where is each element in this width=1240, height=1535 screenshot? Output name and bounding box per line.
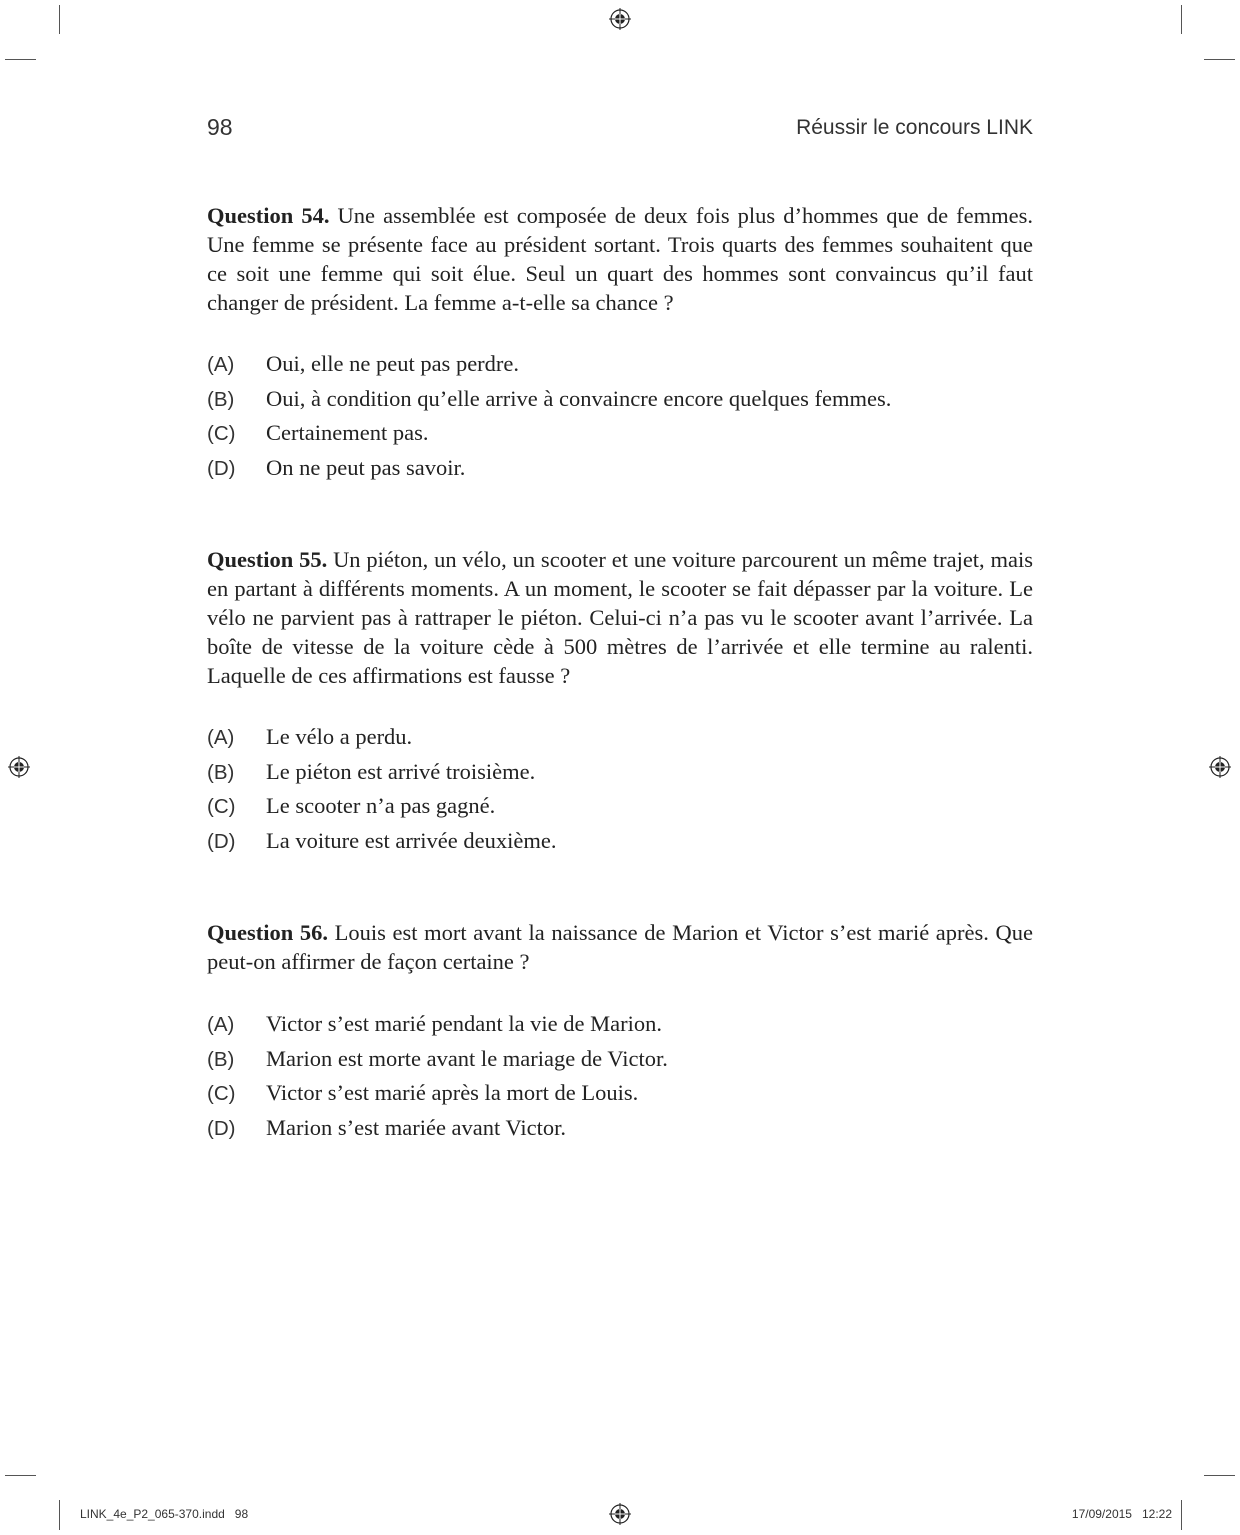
question-56-options (207, 1010, 1033, 1148)
option-text: Marion est morte avant le mariage de Victor. (266, 1045, 668, 1071)
question-label: Question 55. (207, 547, 328, 572)
option-letter: (C) (207, 795, 236, 818)
option-text: Oui, elle ne peut pas perdre. (266, 351, 520, 376)
option-letter: (A) (207, 1013, 235, 1036)
crop-mark-top-left-vertical (59, 5, 60, 34)
running-header (207, 114, 1033, 146)
registration-mark-icon (8, 756, 30, 778)
option-text: Certainement pas. (266, 420, 429, 445)
option-letter: (B) (207, 1047, 235, 1071)
question-55-options (207, 723, 1033, 861)
registration-mark-icon (609, 1503, 631, 1525)
question-label: Question 56. (207, 920, 329, 945)
option-b (207, 758, 1033, 793)
option-b (207, 1045, 1033, 1080)
registration-mark-icon (609, 8, 631, 30)
option-letter: (D) (207, 456, 236, 480)
slug-timestamp: 17/09/2015 12:22 (1071, 1507, 1172, 1521)
option-letter: (A) (207, 726, 235, 749)
running-title: Réussir le concours LINK (796, 116, 1033, 139)
option-letter: (B) (207, 387, 235, 411)
option-text: La voiture est arrivée deuxième. (266, 827, 557, 853)
option-b (207, 385, 1033, 420)
option-d (207, 454, 1033, 489)
question-56 (207, 918, 1033, 976)
crop-mark-top-right-horizontal (1204, 59, 1235, 60)
crop-mark-bottom-left-horizontal (5, 1475, 36, 1476)
slug-file-name: LINK_4e_P2_065-370.indd 98 (80, 1507, 249, 1521)
option-d (207, 827, 1033, 862)
question-text: Louis est mort avant la naissance de Marion et Victor s’est marié après. Que peut-on affirmer de façon certaine ? (207, 920, 1034, 974)
question-54-options (207, 350, 1033, 488)
crop-mark-bottom-right-vertical (1181, 1500, 1182, 1530)
option-letter: (A) (207, 353, 235, 376)
crop-mark-bottom-left-vertical (59, 1500, 60, 1530)
option-text: Victor s’est marié après la mort de Louis. (266, 1080, 639, 1105)
option-text: Le scooter n’a pas gagné. (266, 793, 496, 818)
crop-mark-top-right-vertical (1181, 5, 1182, 34)
option-letter: (C) (207, 422, 236, 445)
crop-mark-bottom-right-horizontal (1204, 1475, 1235, 1476)
option-letter: (C) (207, 1082, 236, 1105)
registration-mark-icon (1209, 756, 1231, 778)
option-text: On ne peut pas savoir. (266, 454, 466, 480)
option-a (207, 723, 1033, 758)
question-54 (207, 201, 1033, 317)
option-c (207, 1079, 1033, 1114)
option-text: Oui, à condition qu’elle arrive à convaincre encore quelques femmes. (266, 385, 892, 411)
question-text: Une assemblée est composée de deux fois plus d’hommes que de femmes. Une femme se présente face au président sortant. Trois quarts des femmes souhaitent que ce soit une femme qui soit élue. Seul un quart des hommes sont convaincus qu’il faut changer de président. La femme a-t-elle sa chance ? (207, 203, 1034, 315)
option-text: Le vélo a perdu. (266, 724, 413, 749)
option-a (207, 350, 1033, 385)
option-c (207, 792, 1033, 827)
option-text: Victor s’est marié pendant la vie de Marion. (266, 1011, 663, 1036)
option-letter: (D) (207, 1116, 236, 1140)
option-text: Marion s’est mariée avant Victor. (266, 1114, 567, 1140)
option-d (207, 1114, 1033, 1149)
option-a (207, 1010, 1033, 1045)
option-c (207, 419, 1033, 454)
option-letter: (B) (207, 760, 235, 784)
question-55 (207, 545, 1033, 690)
question-label: Question 54. (207, 203, 330, 228)
crop-mark-top-left-horizontal (5, 59, 36, 60)
page-number: 98 (207, 114, 233, 140)
option-letter: (D) (207, 829, 236, 853)
option-text: Le piéton est arrivé troisième. (266, 758, 536, 784)
question-text: Un piéton, un vélo, un scooter et une voiture parcourent un même trajet, mais en partant à différents moments. A un moment, le scooter se fait dépasser par la voiture. Le vélo ne parvient pas à rattraper le piéton. Celui-ci n’a pas vu le scooter avant l’arrivée. La boîte de vitesse de la voiture cède à 500 mètres de l’arrivée et elle termine au ralenti. Laquelle de ces affirmations est fausse ? (207, 547, 1034, 688)
